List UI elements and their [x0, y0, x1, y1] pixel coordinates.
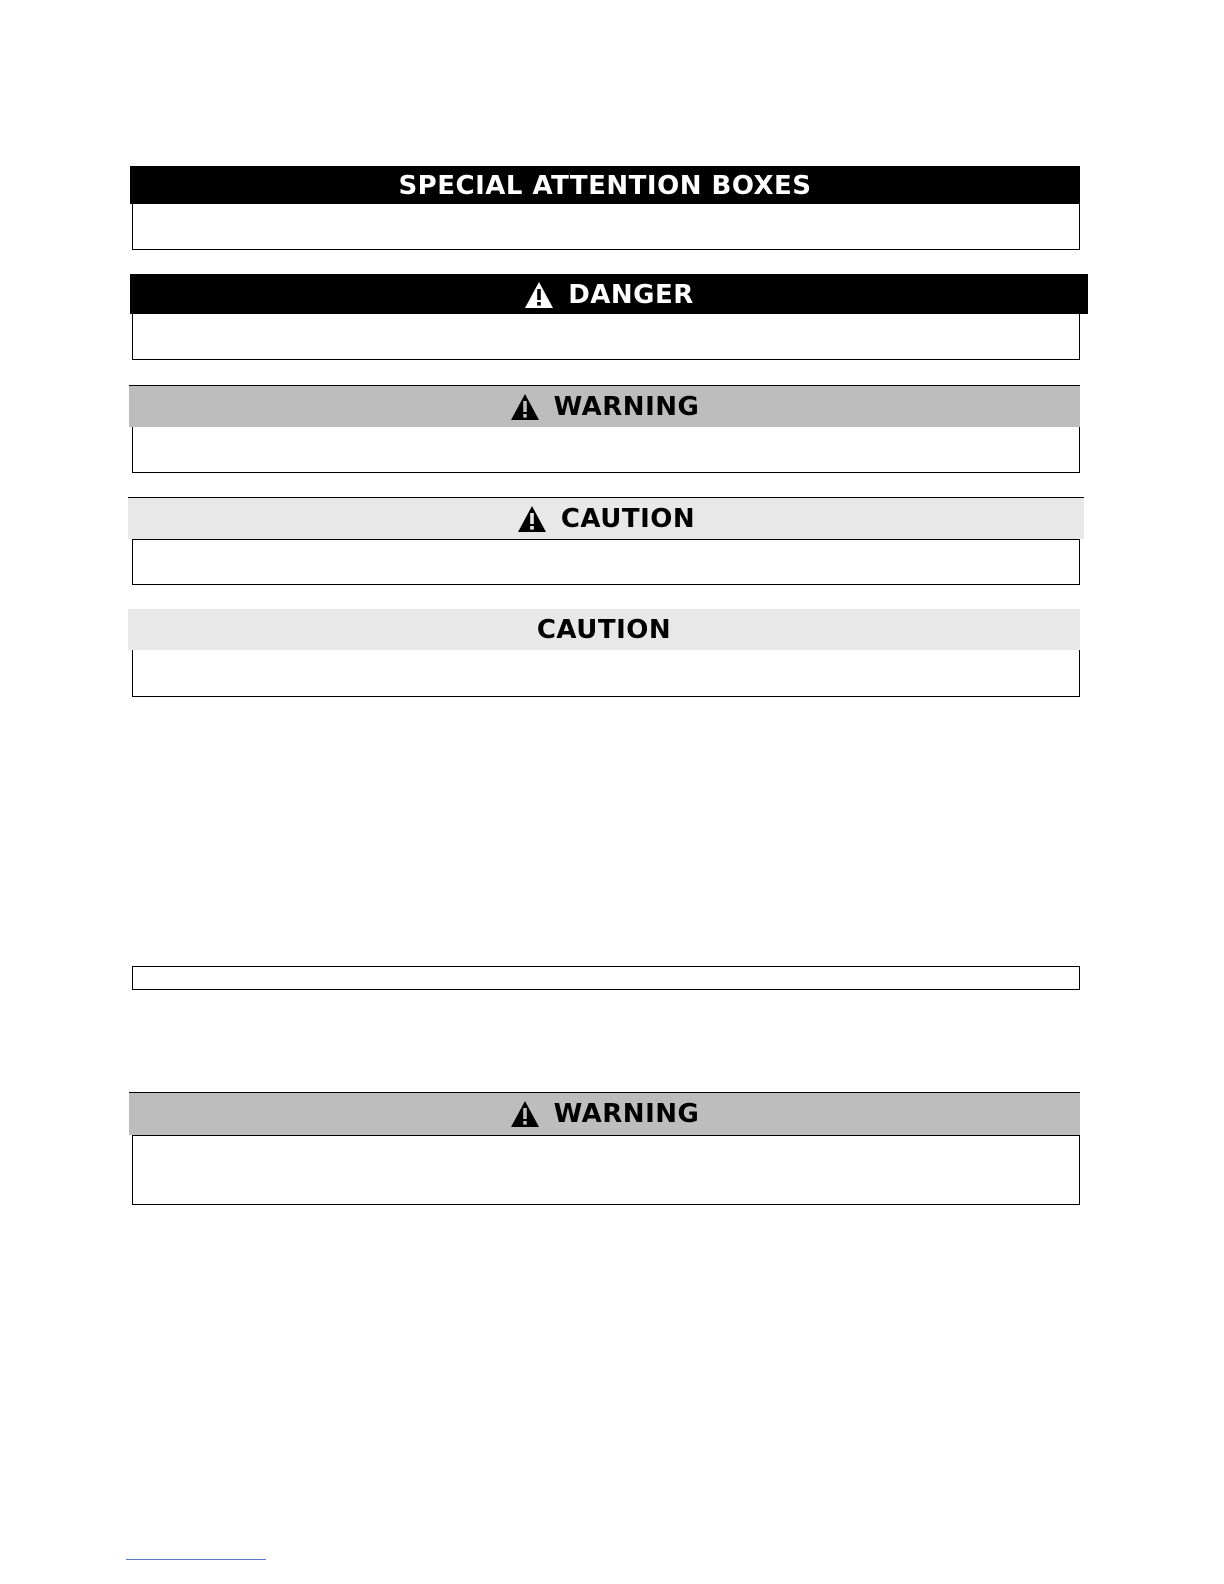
caution-box: [128, 497, 1084, 585]
section-body: [132, 204, 1080, 250]
caution-notice-title: CAUTION: [536, 614, 672, 645]
warning-triangle-icon: [524, 281, 554, 309]
caution-notice-box: [128, 609, 1080, 697]
warning-box: [129, 385, 1080, 473]
section-title: SPECIAL ATTENTION BOXES: [398, 171, 812, 201]
warning-header: [129, 385, 1080, 427]
warning-triangle-icon: [510, 1100, 540, 1128]
warning-header-2: [129, 1092, 1080, 1135]
caution-title: CAUTION: [560, 503, 696, 534]
warning-body-2: [132, 1135, 1080, 1205]
warning-box-2: [129, 1092, 1080, 1205]
caution-notice-body: [132, 650, 1080, 697]
danger-body: [132, 314, 1080, 360]
empty-strip-box: [132, 966, 1080, 990]
warning-title-2: WARNING: [553, 1099, 700, 1129]
warning-body: [132, 427, 1080, 473]
caution-notice-header: [128, 609, 1080, 650]
warning-triangle-icon: [510, 393, 540, 421]
special-attention-boxes-section: [130, 166, 1080, 250]
caution-header: [128, 497, 1084, 539]
footnote-rule: [126, 1559, 266, 1560]
caution-body: [132, 539, 1080, 585]
danger-title: DANGER: [568, 280, 694, 310]
danger-box: [130, 274, 1088, 360]
section-header: [130, 166, 1080, 204]
warning-title: WARNING: [553, 391, 700, 422]
danger-header: [130, 274, 1088, 314]
warning-triangle-icon: [517, 505, 547, 533]
